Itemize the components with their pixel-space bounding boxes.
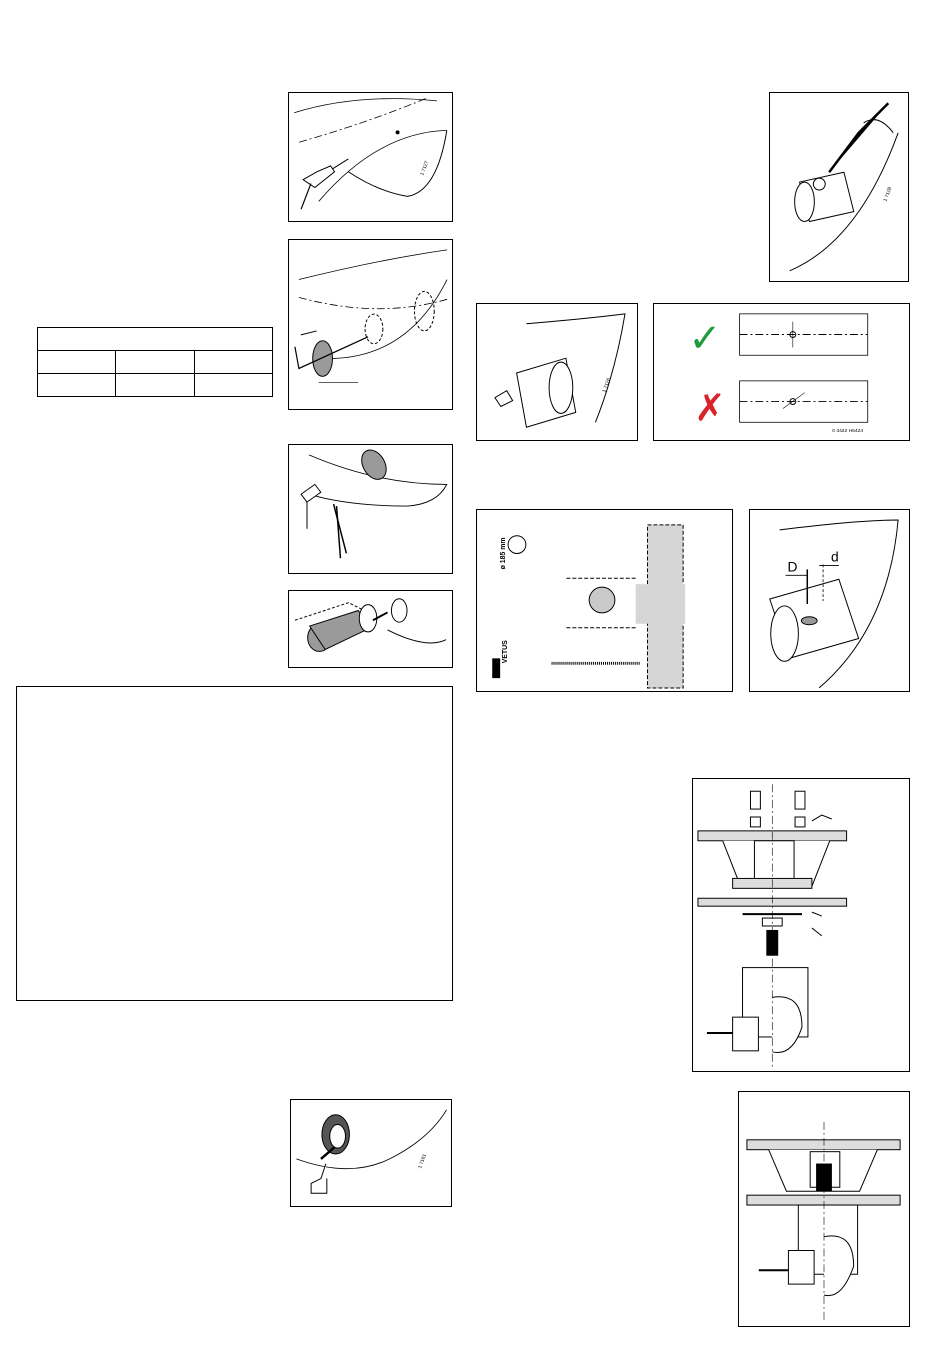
table-cell: [38, 351, 116, 374]
figure-pen-marking: [769, 92, 909, 282]
table-cell: [116, 374, 194, 397]
table-cell: [194, 374, 272, 397]
figure-code: 1 7161: [418, 1153, 429, 1170]
figure-offset-dimensions: [749, 509, 910, 692]
template-diameter: ø 185 mm: [500, 537, 508, 570]
figure-tube-plate: [476, 303, 638, 441]
offset-label-big: D: [787, 558, 798, 575]
check-mark-icon: ✓: [688, 315, 722, 362]
figure-code: 1 7128: [883, 186, 894, 203]
cross-mark-icon: ✗: [694, 385, 726, 430]
figure-drill-hull: [288, 92, 453, 222]
figure-tube-into-hole: [288, 590, 453, 668]
dimension-table: [37, 327, 273, 397]
figure-drilling-template: [476, 509, 733, 692]
figure-assembly-mounted: [738, 1091, 910, 1327]
table-header-cell: [38, 328, 273, 351]
figure-sealant: [290, 1099, 452, 1207]
table-cell: [116, 351, 194, 374]
table-cell: [194, 351, 272, 374]
figure-code: 1 7126: [602, 377, 613, 394]
offset-label-small: d: [830, 548, 839, 565]
figure-grinding-hole: [288, 444, 453, 574]
figure-assembly-exploded: [692, 778, 910, 1072]
figure-hole-saw: [288, 239, 453, 410]
figure-code: 1 7127: [420, 160, 431, 177]
note-box: [16, 686, 453, 1001]
template-brand: VETUS: [502, 640, 510, 664]
figure-alignment-check: [653, 303, 910, 441]
check-code: 0 3422 H6424: [832, 429, 864, 435]
table-cell: [38, 374, 116, 397]
